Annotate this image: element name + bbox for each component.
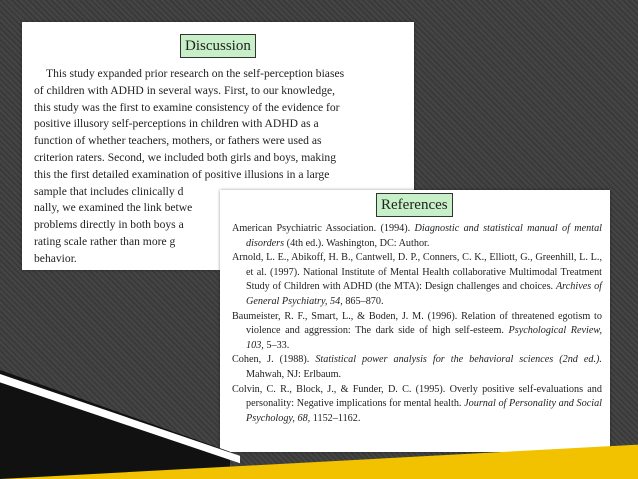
discussion-line: function of whether teachers, mothers, or fathers were used as [34,134,322,148]
discussion-line: behavior. [34,251,77,265]
discussion-line: sample that includes clinically d [34,184,184,198]
references-excerpt [220,190,610,452]
reference-item: Cohen, J. (1988). Statistical power analysis for the behavioral sciences (2nd ed.). Mahwah, NJ: Erlbaum. [232,354,602,380]
discussion-line: positive illusory self-perceptions in children with ADHD as a [34,117,319,131]
discussion-heading: Discussion [180,34,256,58]
discussion-line: this the first detailed examination of positive illusions in a large [34,167,330,181]
reference-item: Baumeister, R. F., Smart, L., & Boden, J. M. (1996). Relation of threatened egotism to violence and aggression: The dark side of high self-esteem. Psychological Review, 103, 5–33. [232,310,602,351]
discussion-line: problems directly in both boys a [34,218,184,232]
discussion-line: of children with ADHD in several ways. First, to our knowledge, [34,83,336,97]
discussion-line: rating scale rather than more g [34,234,176,248]
discussion-line: nally, we examined the link betwe [34,201,193,215]
reference-item: Arnold, L. E., Abikoff, H. B., Cantwell, D. P., Conners, C. K., Elliott, G., Greenhill, L. L., et al. (1997). National Institute of Mental Health collaborative Multimodal Treatment Study of Children with ADHD (the MTA): Design challenges and choices. Archives of General Psychiatry, 54, 865–870. [232,252,603,307]
reference-item: Colvin, C. R., Block, J., & Funder, D. C. (1995). Overly positive self-evaluations and personality: Negative implications for mental health. Journal of Personality and Social Psychology, 68, 1152–1162. [232,383,602,424]
discussion-line: this study was the first to examine consistency of the evidence for [34,100,340,114]
discussion-line: criterion raters. Second, we included both girls and boys, making [34,150,337,164]
discussion-line: This study expanded prior research on the self-perception biases [46,67,345,80]
references-heading: References [376,193,453,217]
reference-list [232,222,602,426]
reference-item: American Psychiatric Association. (1994). Diagnostic and statistical manual of mental disorders (4th ed.). Washington, DC: Author. [232,223,602,249]
